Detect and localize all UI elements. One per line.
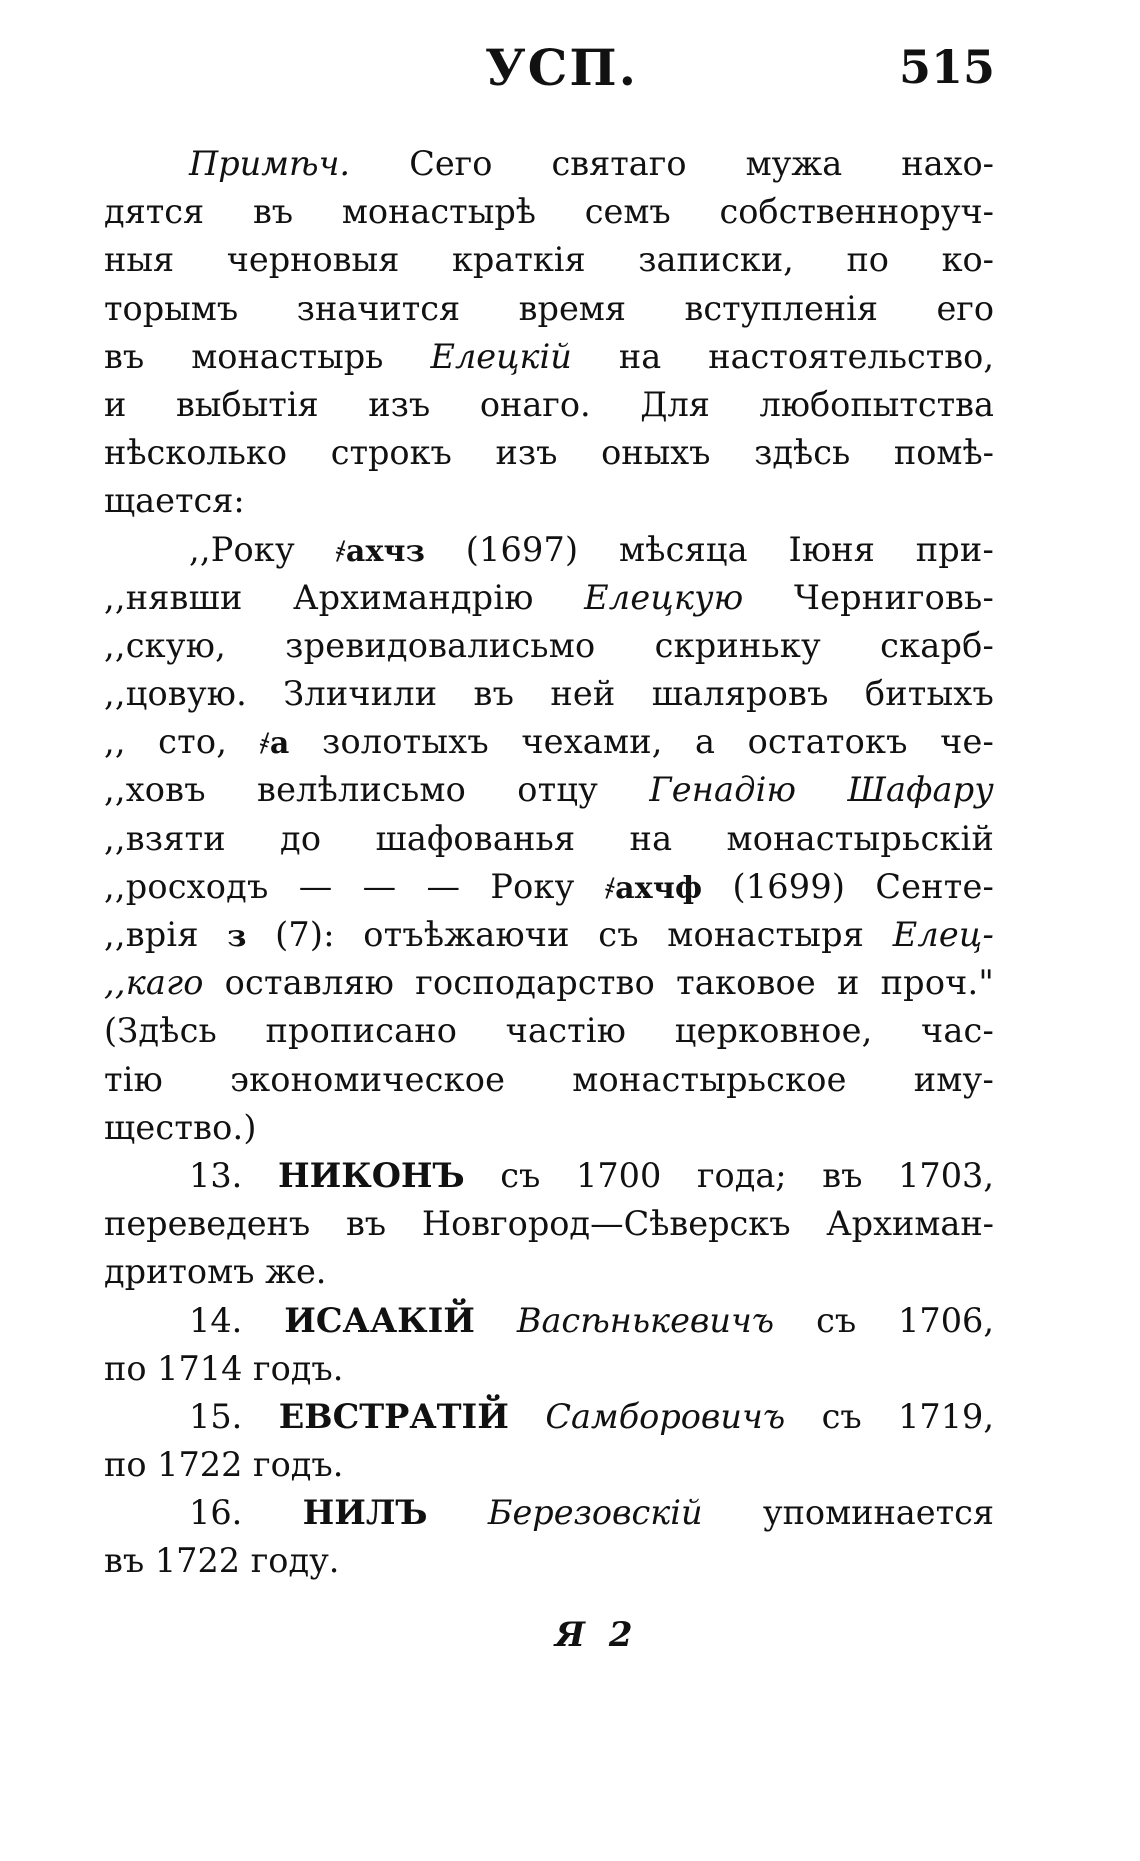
entry-14-line-2: по 1714 годъ.: [104, 1348, 344, 1388]
entry-13-line-2: переведенъ въ Новгород—Сѣверскъ Архиман-: [104, 1204, 994, 1244]
entry-name: ИСААКІЙ: [284, 1300, 475, 1340]
note-line-2: дятся въ монастырѣ семъ собственноруч-: [104, 192, 994, 232]
quote-line-11: (Здѣсь прописано частію церковное, час-: [104, 1011, 994, 1051]
quote-line-10: ,,каго оставляю господарство таковое и проч.": [104, 963, 994, 1003]
entry-surname: Березовскій: [487, 1493, 703, 1533]
quote-line-12: тію экономическое монастырьское иму-: [104, 1059, 994, 1099]
entry-13-line-3: дритомъ же.: [104, 1252, 327, 1292]
entry-13-line-1: 13. НИКОНЪ съ 1700 года; въ 1703,: [189, 1155, 994, 1195]
entry-16-line-2: въ 1722 году.: [104, 1541, 340, 1581]
entry-15-line-1: 15. ЕВСТРАТІЙ Самборовичъ съ 1719,: [189, 1396, 995, 1436]
entry-name: ЕВСТРАТІЙ: [278, 1396, 509, 1436]
entry-16-line-1: 16. НИЛЪ Березовскій упоминается: [189, 1493, 995, 1533]
note-line-5: въ монастырь Елецкій на настоятельство,: [104, 336, 994, 376]
entry-15-line-2: по 1722 годъ.: [104, 1445, 344, 1485]
quote-line-9: ,,врія з (7): отъѣжаючи съ монастыря Елец-: [104, 915, 995, 954]
note-line-4: торымъ значится время вступленія его: [104, 288, 994, 328]
note-line-1: Примѣч. Сего святаго мужа нахо-: [189, 144, 994, 183]
text-block: [104, 140, 994, 1586]
quote-line-4: ,,цовую. Зличили въ ней шаляровъ битыхъ: [104, 674, 994, 714]
signature-mark: Я 2: [555, 1615, 639, 1655]
quote-line-2: ,,нявши Архимандрію Елецкую Черниговь-: [104, 577, 994, 617]
entry-name: НИКОНЪ: [277, 1155, 465, 1195]
quote-line-5: ,, сто, ҂а золотыхъ чехами, а остатокъ че-: [104, 722, 995, 762]
entry-14-line-1: 14. ИСААКІЙ Васѣнькевичъ съ 1706,: [189, 1300, 994, 1340]
note-line-8: щается:: [104, 481, 245, 521]
quote-line-6: ,,ховъ велѣлисьмо отцу Генадію Шафару: [104, 770, 994, 810]
note-line-7: нѣсколько строкъ изъ оныхъ здѣсь помѣ-: [104, 433, 994, 473]
quote-line-1: ,,Року ҂ахчз (1697) мѣсяца Іюня при-: [189, 529, 994, 569]
year-glyph: ҂ахчз: [335, 533, 426, 569]
note-line-6: и выбытія изъ онаго. Для любопытства: [104, 384, 994, 424]
page-number: 515: [898, 40, 995, 94]
note-label: Примѣч.: [189, 144, 351, 183]
running-title: УСП.: [485, 38, 638, 97]
quote-line-3: ,,скую, зревидовалисьмо скриньку скарб-: [104, 625, 994, 665]
entry-surname: Васѣнькевичъ: [516, 1300, 775, 1340]
quote-line-8: ,,росходъ — — — Року ҂ахчф (1699) Сенте-: [104, 866, 994, 906]
running-head: [0, 38, 1140, 108]
entry-name: НИЛЪ: [302, 1493, 428, 1533]
entry-surname: Самборовичъ: [545, 1396, 786, 1436]
quote-line-13: щество.): [104, 1107, 257, 1147]
note-line-3: ныя черновыя краткія записки, по ко-: [104, 240, 994, 280]
quote-line-7: ,,взяти до шафованья на монастырьскій: [104, 818, 994, 858]
place-name: Елецкій: [430, 336, 572, 376]
